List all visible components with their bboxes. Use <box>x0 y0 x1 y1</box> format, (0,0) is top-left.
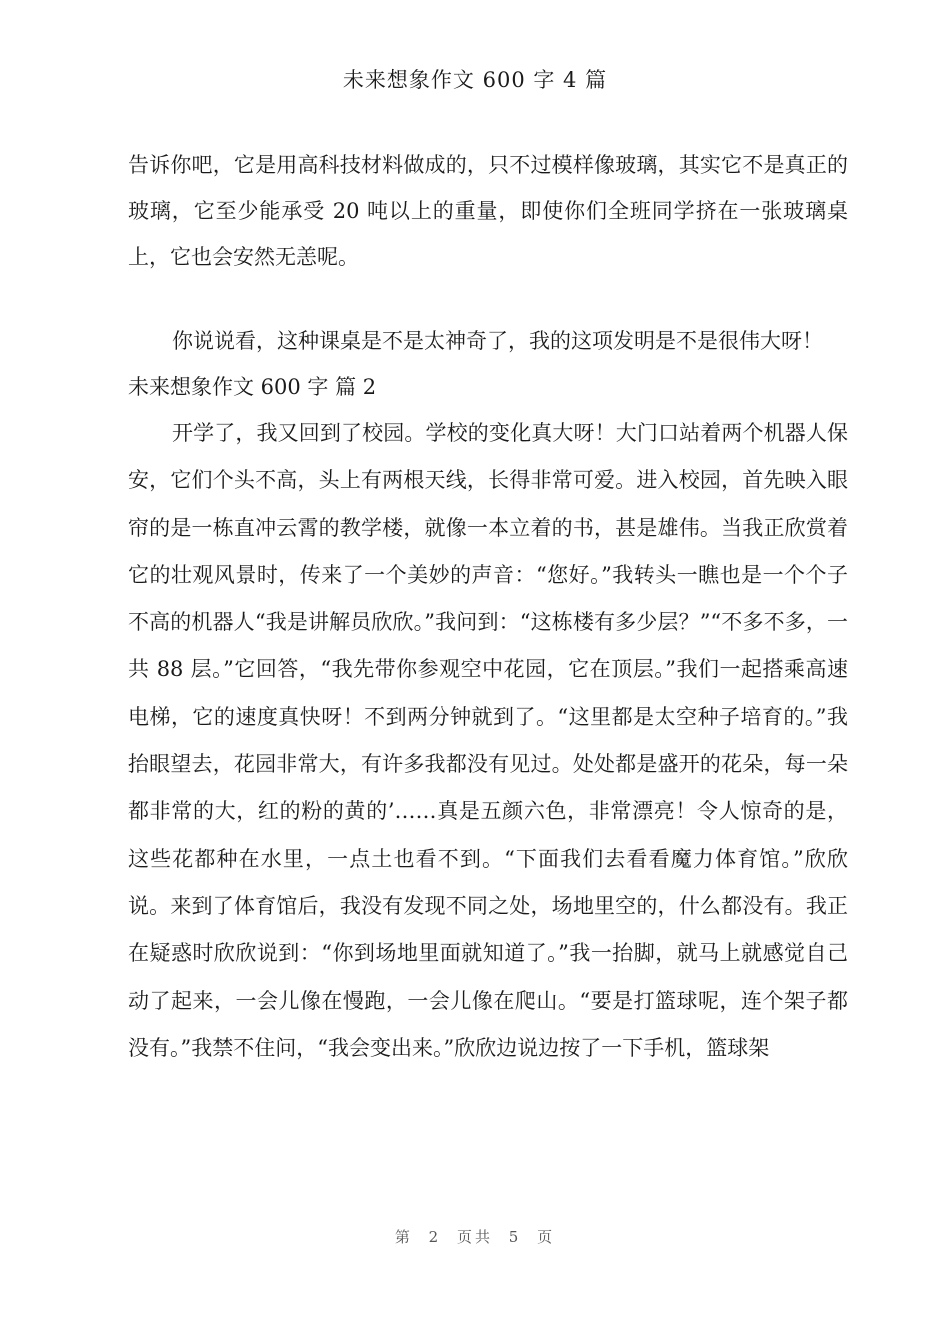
paragraph-2: 你说说看，这种课桌是不是太神奇了，我的这项发明是不是很伟大呀！ <box>172 329 823 353</box>
page-number-footer: 第 2 页共 5 页 <box>394 1228 556 1246</box>
paragraph-3: 开学了，我又回到了校园。学校的变化真大呀！大门口站着两个机器人保安，它们个头不高，头上有两根天线，长得非常可爱。进入校园，首先映入眼帘的是一栋直冲云霄的教学楼，就像一本立着的书，甚是雄伟。当我正欣赏着它的壮观风景时，传来了一个美妙的声音：“您好。”我转头一瞧也是一个个子不高的机器人“我是讲解员欣欣。”我问到：“这栋楼有多少层？”“不多不多，一共 88 层。”它回答，“我先带你参观空中花园，它在顶层。”我们一起搭乘高速电梯，它的速度真快呀！不到两分钟就到了。“这里都是太空种子培育的。”我抬眼望去，花园非常大，有许多我都没有见过。处处都是盛开的花朵，每一朵都非常的大，红的粉的黄的’……真是五颜六色，非常漂亮！令人惊奇的是，这些花都种在水里，一点土也看不到。“下面我们去看看魔力体育馆。”欣欣说。来到了体育馆后，我没有发现不同之处，场地里空的，什么都没有。我正在疑惑时欣欣说到：“你到场地里面就知道了。”我一抬脚，就马上就感觉自己动了起来，一会儿像在慢跑，一会儿像在爬山。“要是打篮球呢，连个架子都没有。”我禁不住问，“我会变出来。”欣欣边说边按了一下手机，篮球架 <box>128 421 848 1060</box>
paragraph-1: 告诉你吧，它是用高科技材料做成的，只不过模样像玻璃，其实它不是真正的玻璃，它至少能承受 20 吨以上的重量，即使你们全班同学挤在一张玻璃桌上，它也会安然无恙呢。 <box>128 153 848 269</box>
section-heading: 未来想象作文 600 字 篇 2 <box>128 375 377 399</box>
document-title: 未来想象作文 600 字 4 篇 <box>342 68 608 92</box>
